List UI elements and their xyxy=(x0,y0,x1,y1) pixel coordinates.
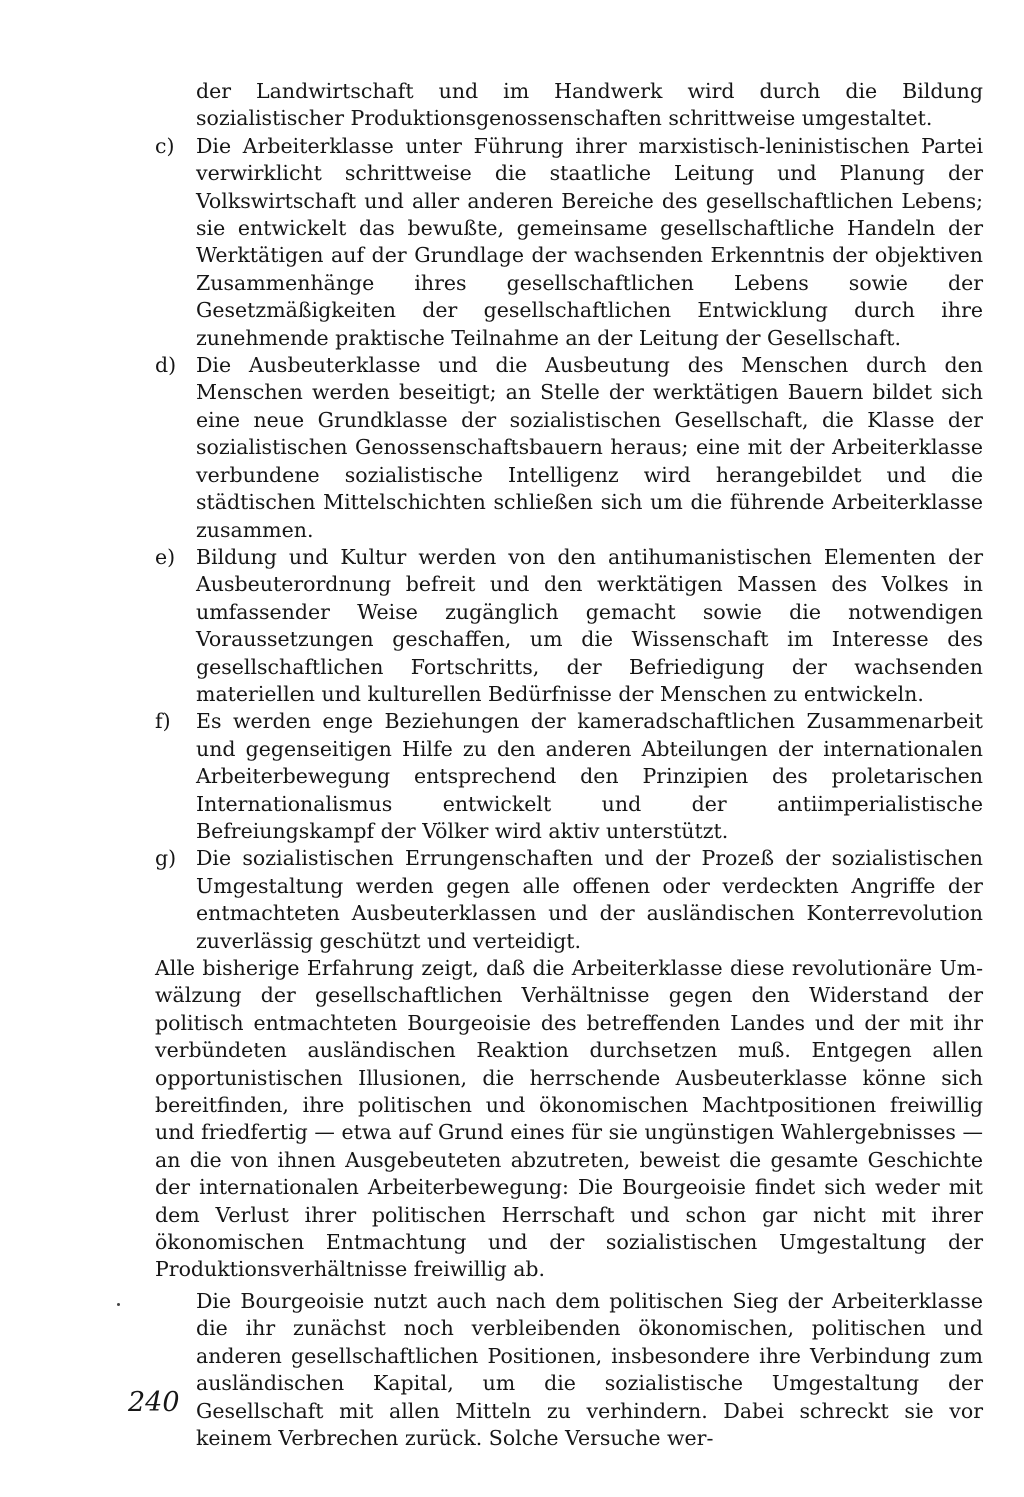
paragraph-text: Alle bisherige Erfahrung zeigt, daß die Arbeiterklasse diese revolutionäre Umwälzung der gesellschaftlichen Verhältnisse gegen den Widerstand der politisch entmachteten Bourgeoisie des betreffenden Landes und der mit ihr verbündeten ausländischen Reaktion durchsetzen muß. Entgegen allen opportunistischen Illusionen, die herrschende Ausbeuterklasse könne sich bereitfinden, ihre politischen und ökonomischen Machtpositionen freiwillig und friedfertig — etwa auf Grund eines für sie ungünstigen Wahlergebnisses — an die von ihnen Ausgebeuteten abzutreten, beweist die gesamte Geschichte der internationalen Arbeiterbewegung: Die Bourgeoisie findet sich weder mit dem Verlust ihrer politischen Herrschaft und schon gar nicht mit ihrer ökonomischen Entmachtung und der sozialistischen Umgestaltung der Produktionsverhältnisse freiwillig ab. xyxy=(155,956,983,1282)
body-paragraph xyxy=(196,1288,983,1452)
list-item-text: Die sozialistischen Errungenschaften und der Prozeß der sozialistischen Umgestaltung werden gegen alle offenen oder verdeckten Angriffe der entmachteten Ausbeuterklassen und der ausländischen Konterrevolution zuverlässig geschützt und verteidigt. xyxy=(196,846,983,953)
list-item-f xyxy=(155,708,983,845)
list-label: f) xyxy=(155,709,171,734)
list-label: c) xyxy=(155,133,175,158)
print-speck xyxy=(117,1303,120,1306)
list-item-g xyxy=(155,845,983,955)
list-item-d xyxy=(155,352,983,544)
list-label: g) xyxy=(155,846,177,871)
paragraph-text: Die Bourgeoisie nutzt auch nach dem politischen Sieg der Arbeiterklasse die ihr zunächst noch verbleibenden ökonomischen, politischen und anderen gesellschaftlichen Positionen, insbesondere ihre Verbindung zum ausländischen Kapital, um die sozialistische Umgestaltung der Gesellschaft mit allen Mitteln zu verhindern. Dabei schreckt sie vor keinem Verbrechen zurück. Solche Versuche wer- xyxy=(196,1288,983,1450)
list-label: e) xyxy=(155,544,176,569)
list-item-text: Die Ausbeuterklasse und die Ausbeutung des Menschen durch den Menschen werden beseitigt; an Stelle der werktätigen Bauern bildet sich eine neue Grundklasse der sozialistischen Gesellschaft, die Klasse der sozialistischen Genossenschaftsbauern heraus; eine mit der Arbeiterklasse verbundene sozialistische Intelligenz wird herangebildet und die städtischen Mittelschichten schließen sich um die führende Arbeiterklasse zusammen. xyxy=(196,353,983,542)
list-label: d) xyxy=(155,353,177,378)
body-paragraph xyxy=(155,955,983,1284)
continuation-paragraph: der Landwirtschaft und im Handwerk wird durch die Bildung sozialistischer Produktionsgenossenschaften schrittweise umgestaltet. xyxy=(196,79,983,131)
page-number: 240 xyxy=(128,1387,180,1418)
body-text xyxy=(155,78,983,1452)
list-item-text: Bildung und Kultur werden von den antihumanistischen Elementen der Ausbeuterordnung befreit und den werktätigen Massen des Volkes in umfassender Weise zugänglich gemacht sowie die notwendigen Voraussetzungen geschaffen, um die Wissenschaft im Interesse des gesellschaftlichen Fortschritts, der Befriedigung der wachsenden materiellen und kulturellen Bedürfnisse der Menschen zu entwickeln. xyxy=(196,544,983,706)
list-item-text: Es werden enge Beziehungen der kameradschaftlichen Zusammenarbeit und gegenseitigen Hilfe zu den anderen Abteilungen der internationalen Arbeiterbewegung entsprechend den Prinzipien des proletarischen Internationalismus entwickelt und der antiimperialistische Befreiungskampf der Völker wird aktiv unterstützt. xyxy=(196,709,983,843)
list-item-c xyxy=(155,133,983,352)
list-item-text: Die Arbeiterklasse unter Führung ihrer marxistisch-leninistischen Partei verwirklicht schrittweise die staatliche Leitung und Planung der Volkswirtschaft und aller anderen Bereiche des gesellschaftlichen Lebens; sie entwickelt das bewußte, gemeinsame gesellschaftliche Handeln der Werktätigen auf der Grundlage der wachsenden Erkenntnis der objektiven Zusammenhänge ihres gesellschaftlichen Lebens sowie der Gesetzmäßigkeiten der gesellschaftlichen Entwicklung durch ihre zunehmende praktische Teilnahme an der Leitung der Gesellschaft. xyxy=(196,133,983,350)
list-item-e xyxy=(155,544,983,708)
